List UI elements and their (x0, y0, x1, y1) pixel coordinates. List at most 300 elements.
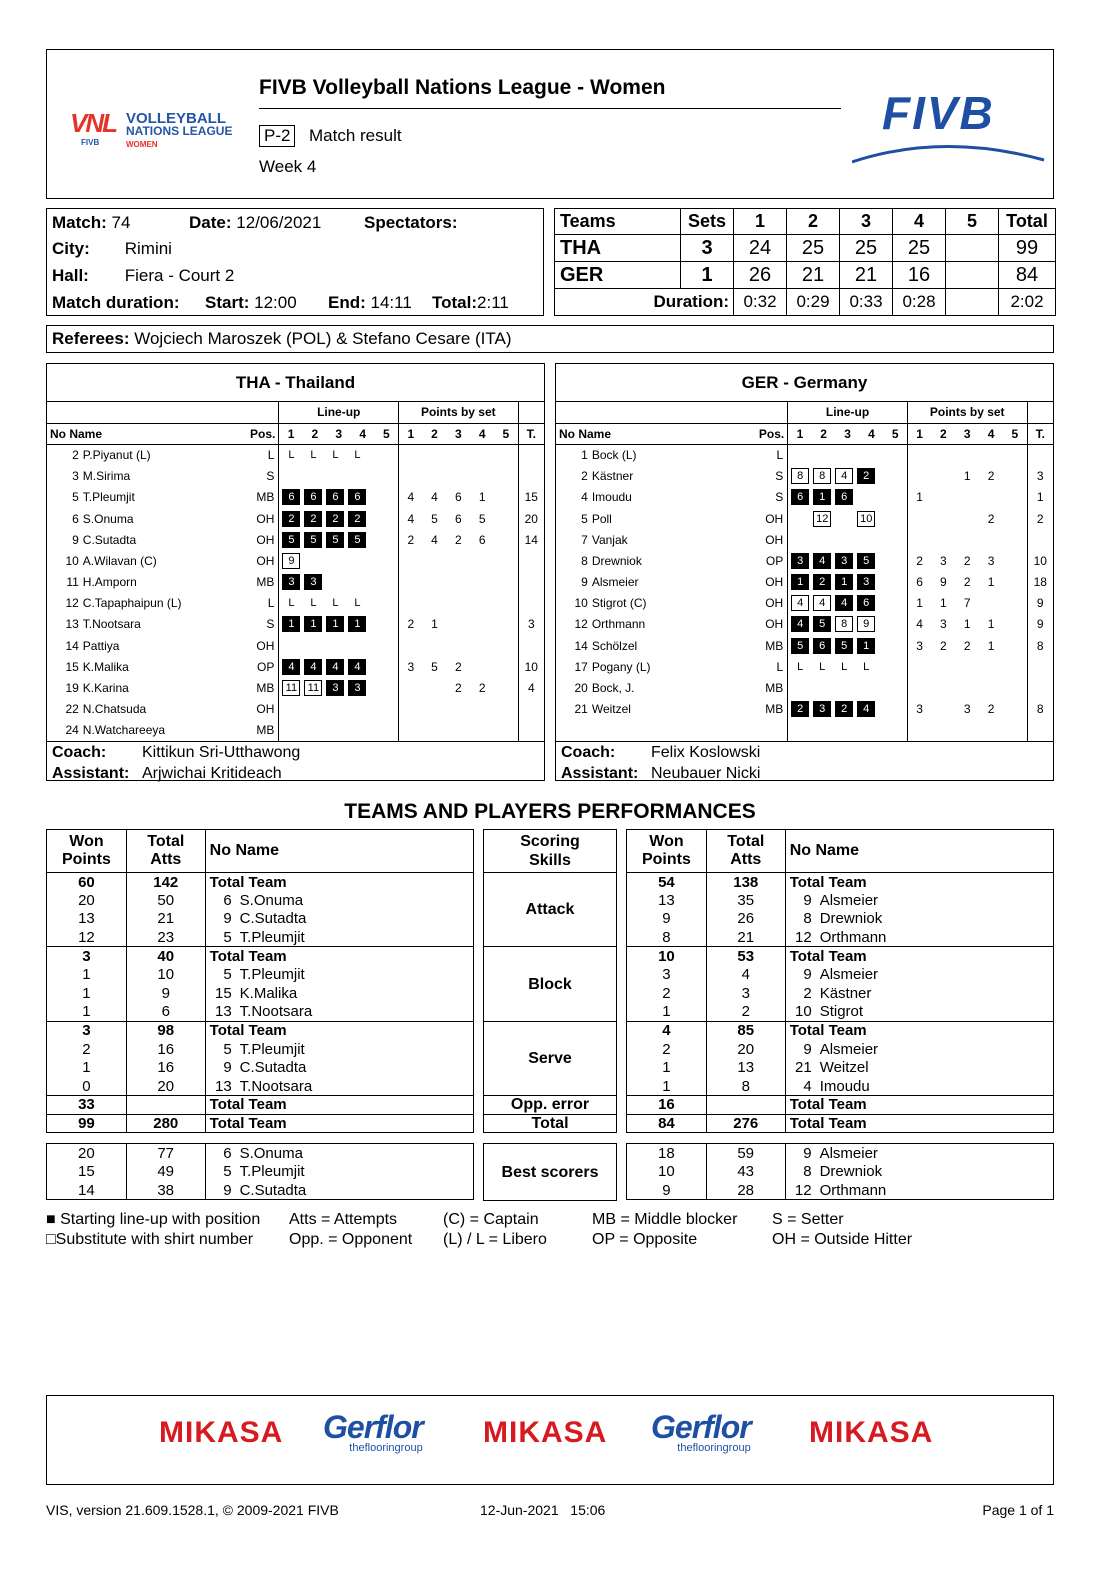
player-total-points: 14 (518, 529, 544, 550)
set-score (946, 262, 999, 289)
player-row (47, 593, 544, 614)
gerflor-logo-sub: theflooringroup (677, 1442, 751, 1454)
player-position: OH (765, 575, 784, 590)
grand-total-row (47, 1114, 474, 1133)
player-total-points: 10 (1027, 550, 1053, 571)
starting-position: 6 (857, 595, 875, 611)
player-row (556, 550, 1053, 571)
set-score (946, 235, 999, 262)
assistant-name: Neubauer Nicki (651, 765, 761, 783)
set-points: 4 (431, 490, 438, 505)
set-points (422, 699, 446, 720)
player-total-points (1027, 720, 1053, 741)
starting-position: 3 (304, 574, 322, 590)
total-header: Total (999, 209, 1056, 235)
set-col-header: 5 (375, 423, 399, 444)
won-points-header: Points (61, 851, 111, 868)
set-points: 5 (431, 511, 438, 526)
player-row (556, 699, 1053, 720)
match-number: 74 (111, 213, 131, 232)
set-col-header: 2 (812, 423, 836, 444)
player-row (47, 656, 544, 677)
player-total-points: 8 (1027, 635, 1053, 656)
won-points: 33 (47, 1096, 127, 1115)
legend-opponent: Opp. = Opponent (289, 1231, 413, 1248)
set-points (1003, 487, 1027, 508)
scoring-skills-header: Skills (529, 852, 571, 869)
set-points: 3 (939, 553, 947, 568)
starting-position: 5 (326, 532, 344, 548)
starting-position: 1 (813, 489, 831, 505)
player-name: Orthmann (591, 617, 646, 632)
set-points (931, 677, 955, 698)
player-number: 20 (574, 681, 588, 696)
coach-label: Coach: (561, 744, 616, 762)
total-attempts: 2 (706, 1003, 785, 1022)
set-points (446, 466, 470, 487)
team-total-row (627, 1021, 1054, 1040)
set-points (979, 677, 1003, 698)
set-points (955, 508, 979, 529)
mikasa-logo: MIKASA (809, 1416, 934, 1449)
won-points-header: Won (649, 833, 684, 850)
total-attempts: 59 (706, 1144, 785, 1163)
set-points: 2 (987, 511, 995, 526)
substitute-number: 9 (857, 616, 875, 632)
player-number: 9 (223, 910, 232, 928)
won-points: 0 (47, 1077, 127, 1096)
player-name: Weitzel (819, 1059, 869, 1077)
match-date: 12/06/2021 (236, 213, 322, 232)
document-type: Match result (309, 126, 402, 145)
player-row (47, 444, 544, 465)
set-points (1003, 444, 1027, 465)
player-row (556, 677, 1053, 698)
set-points (494, 677, 518, 698)
total-attempts: 4 (706, 965, 785, 984)
set-points (470, 444, 494, 465)
player-stat-row (627, 928, 1054, 947)
set-col-header: 4 (860, 423, 884, 444)
player-number: 3 (72, 469, 79, 484)
player-row (556, 720, 1053, 741)
player-total-points: 2 (1027, 508, 1053, 529)
total-attempts (126, 1096, 205, 1115)
won-points: 14 (47, 1181, 127, 1200)
player-name: T.Nootsara (239, 1003, 313, 1021)
player-number: 9 (223, 1059, 232, 1077)
total-attempts: 50 (126, 891, 205, 910)
player-stat-row (627, 1077, 1054, 1096)
set-duration: 0:28 (893, 289, 946, 316)
set-points: 3 (907, 699, 931, 720)
player-name: Drewniok (819, 1163, 883, 1181)
set-col-header: 5 (1003, 423, 1027, 444)
set-points (494, 487, 518, 508)
starting-position: 6 (282, 489, 300, 505)
set2-header: 2 (787, 209, 840, 235)
player-name: Weitzel (591, 702, 631, 717)
player-stat-row (627, 1040, 1054, 1059)
skill-block: Block (484, 947, 617, 1021)
legend (46, 1210, 1046, 1254)
player-name: Imoudu (819, 1077, 870, 1095)
legend-middle-blocker: MB = Middle blocker (592, 1211, 738, 1228)
player-lineup (788, 635, 908, 656)
set-points (470, 635, 494, 656)
team-lineup-ger (555, 363, 1054, 781)
set-score: 25 (840, 235, 893, 262)
skill-serve: Serve (484, 1021, 617, 1095)
assistant-name: Arjwichai Kritideach (142, 765, 282, 783)
player-number: 10 (795, 1003, 812, 1021)
vnl-logo-line1: VOLLEYBALL (126, 110, 226, 127)
libero-mark: L (797, 660, 804, 673)
gerflor-logo-sub: theflooringroup (349, 1442, 423, 1454)
starting-position: 6 (326, 489, 344, 505)
starting-position: 2 (857, 468, 875, 484)
player-number: 9 (72, 532, 79, 547)
opp-error-row (627, 1096, 1054, 1115)
player-number: 13 (214, 1003, 232, 1021)
set-points (1003, 677, 1027, 698)
player-name: H.Amporn (82, 575, 137, 590)
player-number: 5 (223, 1040, 232, 1058)
player-lineup (279, 508, 399, 529)
set-points (1003, 593, 1027, 614)
player-position: MB (256, 490, 275, 505)
set-points: 2 (963, 553, 971, 568)
gerflor-logo (651, 1409, 751, 1454)
player-lineup (788, 508, 908, 529)
player-number: 9 (803, 1040, 812, 1058)
player-number: 9 (223, 1181, 232, 1199)
total-attempts: 38 (126, 1181, 205, 1200)
player-position: L (267, 448, 275, 463)
set-score: 25 (893, 235, 946, 262)
scoring-skills-header: Scoring (520, 833, 580, 850)
week-label: Week 4 (259, 157, 317, 176)
total-attempts: 26 (706, 910, 785, 929)
won-points: 4 (627, 1021, 707, 1040)
total-atts-header: Total (727, 833, 765, 850)
set3-header: 3 (840, 209, 893, 235)
set-points (931, 529, 955, 550)
player-number: 9 (581, 575, 588, 590)
player-number: 12 (65, 596, 79, 611)
set-col-header: 1 (907, 423, 931, 444)
set-points (470, 614, 494, 635)
legend-setter: S = Setter (772, 1211, 844, 1228)
starting-position: 4 (791, 616, 809, 632)
set-points (907, 444, 931, 465)
document-code: P-2 (259, 125, 295, 147)
set-points (470, 720, 494, 741)
set-points (907, 466, 931, 487)
set-points (931, 487, 955, 508)
set-points (907, 529, 931, 550)
set-points (446, 635, 470, 656)
vnl-logo-line2: NATIONS LEAGUE (126, 124, 233, 138)
starting-position: 6 (813, 638, 831, 654)
player-position: OP (257, 659, 275, 674)
total-attempts: 280 (126, 1114, 205, 1133)
player-row (47, 635, 544, 656)
player-name: P.Piyanut (L) (82, 448, 151, 463)
set-col-header: 3 (327, 423, 351, 444)
player-total-points (1027, 656, 1053, 677)
set-points (979, 529, 1003, 550)
set-points (446, 614, 470, 635)
player-name: K.Malika (82, 659, 129, 674)
won-points: 3 (47, 1021, 127, 1040)
starting-position: 2 (835, 701, 853, 717)
won-points: 10 (627, 947, 707, 966)
referees-box (46, 325, 1054, 353)
player-position: L (776, 448, 784, 463)
total-col-header: T. (1027, 423, 1053, 444)
set-points (907, 720, 931, 741)
player-row (47, 572, 544, 593)
coach-name: Kittikun Sri-Utthawong (142, 744, 301, 762)
won-points: 15 (47, 1162, 127, 1181)
substitute-number: 11 (304, 680, 322, 696)
footer-version: VIS, version 21.609.1528.1, © 2009-2021 FIVB (46, 1502, 339, 1518)
best-scorers-ger (626, 1143, 1054, 1200)
pos-header: Pos. (250, 423, 279, 444)
player-stat-row (627, 891, 1054, 910)
total-attempts: 13 (706, 1058, 785, 1077)
set-points (931, 699, 955, 720)
player-position: OH (256, 638, 275, 653)
player-total-points: 4 (518, 677, 544, 698)
player-name: C.Sutadta (82, 532, 137, 547)
won-points: 1 (47, 965, 127, 984)
starting-position: 2 (282, 511, 300, 527)
player-stat-row (627, 910, 1054, 929)
team-total-row (627, 873, 1054, 892)
sets-header: Sets (681, 209, 734, 235)
set-points: 3 (963, 702, 971, 717)
sets-won: 3 (681, 235, 734, 262)
set-points (422, 720, 446, 741)
report-title: FIVB Volleyball Nations League - Women (259, 76, 666, 99)
won-points: 20 (47, 891, 127, 910)
set-points (494, 529, 518, 550)
total-atts-header: Atts (730, 851, 762, 868)
player-name: T.Pleumjit (239, 928, 305, 946)
total-attempts: 23 (126, 928, 205, 947)
best-scorer-row (627, 1144, 1054, 1163)
set-points (907, 656, 931, 677)
player-number: 19 (65, 681, 79, 696)
set-col-header: 2 (303, 423, 327, 444)
player-row (47, 614, 544, 635)
player-number: 5 (72, 490, 79, 505)
total-attempts: 8 (706, 1077, 785, 1096)
set-points: 1 (478, 490, 486, 505)
set-points (422, 444, 446, 465)
fivb-logo-text: FIVB (882, 87, 995, 139)
set-points: 1 (987, 617, 995, 632)
player-position: MB (256, 723, 275, 738)
player-name: N.Chatsuda (82, 702, 147, 717)
set-points (1003, 550, 1027, 571)
player-name: Total Team (789, 947, 867, 965)
starting-position: 4 (282, 659, 300, 675)
won-points: 3 (47, 947, 127, 966)
player-position: OH (765, 617, 784, 632)
player-number: 21 (795, 1059, 812, 1077)
total-attempts: 10 (126, 965, 205, 984)
player-total-points: 9 (1027, 593, 1053, 614)
player-name: Total Team (789, 873, 867, 891)
starting-position: 5 (348, 532, 366, 548)
player-name: Kästner (819, 984, 872, 1002)
coach-label: Coach: (52, 744, 107, 762)
set-points (1003, 699, 1027, 720)
city-value: Rimini (124, 239, 172, 258)
starting-position: 4 (326, 659, 344, 675)
set-score: 21 (840, 262, 893, 289)
starting-position: 4 (835, 595, 853, 611)
starting-position: 4 (857, 701, 875, 717)
substitute-number: 4 (813, 595, 831, 611)
set-points (494, 550, 518, 571)
player-name: Stigrot (C) (591, 596, 647, 611)
set-points (931, 444, 955, 465)
grand-total-row (627, 1114, 1054, 1133)
set-points (1003, 614, 1027, 635)
set-points (446, 720, 470, 741)
set-points (1003, 529, 1027, 550)
total-attempts: 16 (126, 1040, 205, 1059)
no-name-header: No Name (205, 830, 473, 873)
player-name: T.Pleumjit (239, 966, 305, 984)
player-number: 12 (574, 617, 588, 632)
starting-position: 4 (348, 659, 366, 675)
player-name: K.Malika (239, 984, 298, 1002)
set-points: 6 (454, 511, 462, 526)
player-lineup (279, 635, 399, 656)
total-attempts: 142 (126, 873, 205, 892)
player-name: Drewniok (819, 910, 883, 928)
libero-mark: L (354, 597, 361, 610)
starting-position: 1 (326, 616, 344, 632)
set-points: 1 (907, 593, 931, 614)
set-duration (946, 289, 999, 316)
duration-label: Duration: (555, 289, 734, 316)
set-points: 2 (987, 469, 995, 484)
player-name: C.Sutadta (239, 1059, 307, 1077)
player-row (47, 529, 544, 550)
starting-position: 3 (282, 574, 300, 590)
player-name: A.Wilavan (C) (82, 553, 157, 568)
legend-captain: (C) = Captain (443, 1211, 539, 1228)
player-stat-row (627, 984, 1054, 1003)
player-row (556, 487, 1053, 508)
starting-position: 1 (348, 616, 366, 632)
player-row (556, 529, 1053, 550)
starting-position: 1 (835, 574, 853, 590)
player-number: 4 (581, 490, 588, 505)
set-points (470, 699, 494, 720)
total-col-header: T. (518, 423, 544, 444)
player-number: 14 (65, 638, 79, 653)
player-lineup (279, 656, 399, 677)
set-points: 4 (399, 487, 423, 508)
won-points: 12 (47, 928, 127, 947)
set-points (422, 635, 446, 656)
starting-position: 2 (791, 701, 809, 717)
total-attempts: 9 (126, 984, 205, 1003)
player-number: 12 (794, 1181, 812, 1199)
player-number: 6 (223, 891, 232, 909)
won-points: 2 (47, 1040, 127, 1059)
libero-mark: L (332, 597, 339, 610)
player-name: T.Nootsara (239, 1077, 313, 1095)
won-points: 84 (627, 1114, 707, 1133)
won-points: 60 (47, 873, 127, 892)
set-points (422, 550, 446, 571)
set-points (470, 550, 494, 571)
total-attempts (706, 1096, 785, 1115)
player-name: Orthmann (819, 928, 887, 946)
player-number: 2 (581, 469, 588, 484)
set-points (446, 572, 470, 593)
won-points: 8 (627, 928, 707, 947)
set-col-header: 2 (422, 423, 446, 444)
won-points: 18 (627, 1144, 707, 1163)
set-duration: 0:33 (840, 289, 893, 316)
won-points: 13 (47, 910, 127, 929)
player-row (47, 677, 544, 698)
starting-position: 6 (835, 489, 853, 505)
player-total-points (518, 572, 544, 593)
assistant-label: Assistant: (52, 765, 130, 783)
player-name: Total Team (789, 1115, 867, 1133)
libero-mark: L (354, 449, 361, 462)
won-points: 16 (627, 1096, 707, 1115)
player-position: S (266, 469, 275, 484)
vnl-logo (70, 108, 240, 148)
player-position: MB (765, 638, 784, 653)
substitute-number: 10 (857, 511, 875, 527)
starting-position: 1 (791, 574, 809, 590)
set-points (1003, 572, 1027, 593)
player-position: OH (256, 511, 275, 526)
referees-value: Wojciech Maroszek (POL) & Stefano Cesare (ITA) (134, 329, 512, 348)
player-name: Alsmeier (819, 1040, 879, 1058)
player-row (556, 635, 1053, 656)
starting-position: 1 (282, 616, 300, 632)
player-number: 17 (574, 659, 588, 674)
substitute-number: 8 (791, 468, 809, 484)
libero-mark: L (332, 449, 339, 462)
won-points: 3 (627, 965, 707, 984)
player-row (556, 466, 1053, 487)
player-name: C.Sutadta (239, 1181, 307, 1199)
player-name: Total Team (209, 873, 287, 891)
set-points (494, 593, 518, 614)
set-points (494, 466, 518, 487)
player-position: OH (765, 596, 784, 611)
total-attempts: 3 (706, 984, 785, 1003)
legend-substitute: □Substitute with shirt number (46, 1231, 254, 1248)
starting-position: 5 (304, 532, 322, 548)
start-label: Start: (205, 293, 250, 312)
substitute-number: 12 (813, 511, 831, 527)
